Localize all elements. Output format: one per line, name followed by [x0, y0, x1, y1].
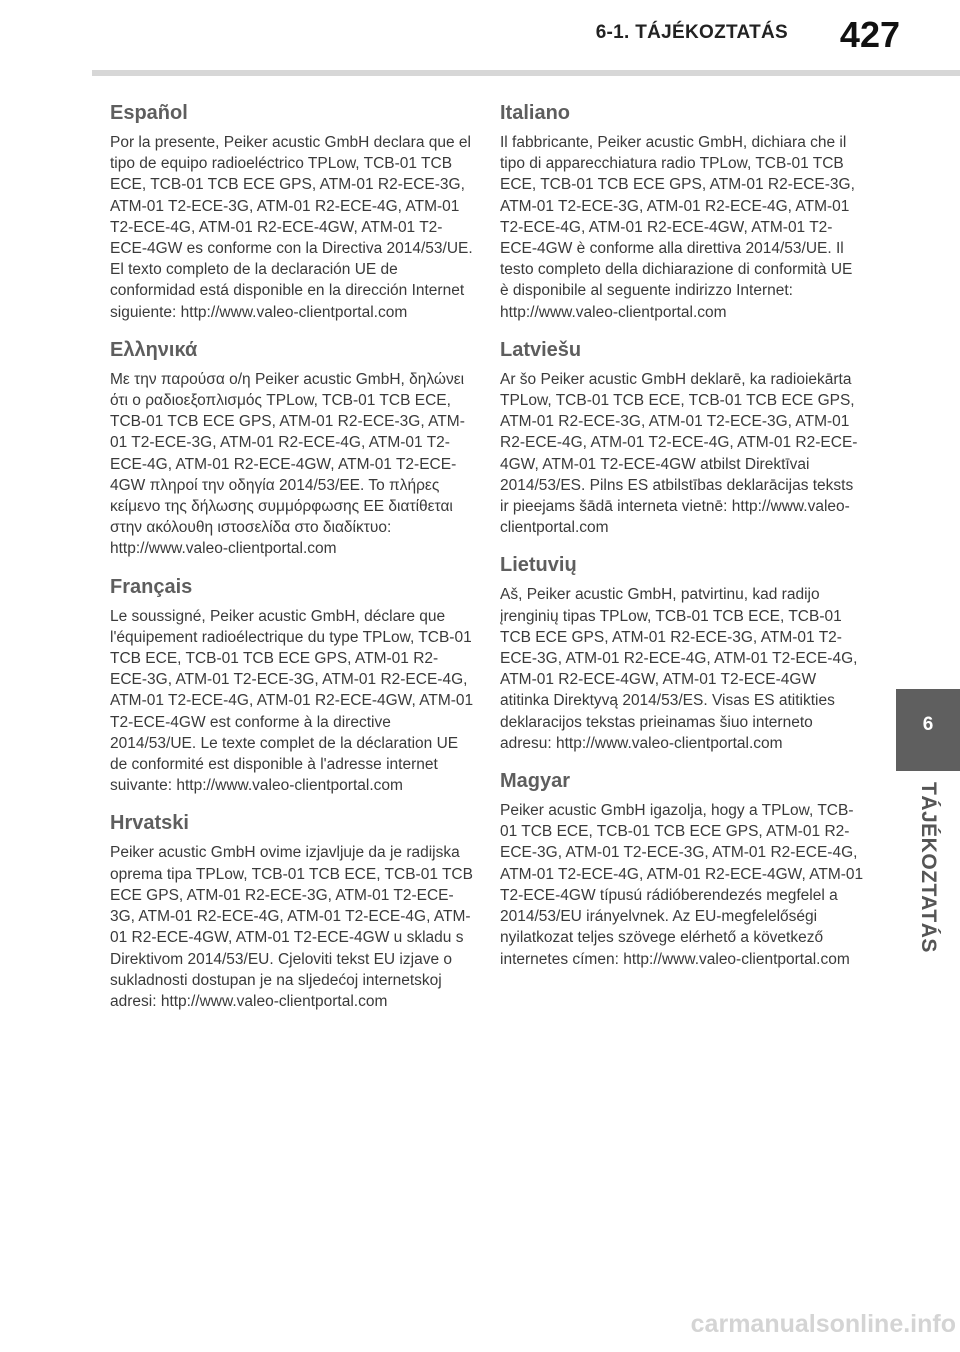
section-body: Peiker acustic GmbH ovime izjavljuje da je radijska oprema tipa TPLow, TCB-01 TCB ECE, TCB-01 TCB ECE GPS, ATM-01 R2-ECE-3G, ATM-01 T2-ECE-3G, ATM-01 R2-ECE-4G, ATM-01 T2-ECE-4G, ATM-01 R2-ECE-4GW, ATM-01 T2-ECE-4GW u skladu s Direktivom 2014/53/EU. Cjeloviti tekst EU izjave o sukladnosti dostupan je na sljedećoj internetskoj adresi: http://www.valeo-clientportal.com — [110, 844, 473, 1010]
section-magyar — [500, 768, 865, 970]
left-column — [110, 100, 475, 1026]
section-body: Peiker acustic GmbH igazolja, hogy a TPLow, TCB-01 TCB ECE, TCB-01 TCB ECE GPS, ATM-01 R2-ECE-3G, ATM-01 T2-ECE-3G, ATM-01 R2-ECE-4G, ATM-01 T2-ECE-4G, ATM-01 R2-ECE-4GW, ATM-01 T2-ECE-4GW típusú rádióberendezés megfelel a 2014/53/EU irányelvnek. Az EU-megfelelőségi nyilatkozat teljes szövege elérhető a következő internetes címen: http://www.valeo-clientportal.com — [500, 802, 864, 968]
section-francais — [110, 574, 475, 797]
section-body: Il fabbricante, Peiker acustic GmbH, dichiara che il tipo di apparecchiatura radio TPLow, TCB-01 TCB ECE, TCB-01 TCB ECE GPS, ATM-01 R2-ECE-3G, ATM-01 T2-ECE-3G, ATM-01 R2-ECE-4G, ATM-01 T2-ECE-4G, ATM-01 R2-ECE-4GW, ATM-01 T2-ECE-4GW è conforme alla direttiva 2014/53/UE. Il testo completo della dichiarazione di conformità UE è disponibile al seguente indirizzo Internet: http://www.valeo-clientportal.com — [500, 134, 855, 321]
section-heading: Italiano — [500, 102, 571, 124]
section-lietuviu — [500, 552, 865, 754]
section-heading: Latviešu — [500, 338, 582, 361]
chapter-side-label-wrap — [896, 782, 960, 962]
section-hrvatski — [110, 810, 475, 1012]
chapter-title: 6-1. TÁJÉKOZTATÁS — [595, 22, 788, 43]
section-heading: Lietuvių — [500, 554, 577, 577]
section-italiano — [500, 100, 865, 323]
chapter-side-label: TÁJÉKOZTATÁS — [917, 782, 940, 953]
page-number: 427 — [839, 14, 900, 55]
section-heading: Magyar — [500, 770, 571, 793]
section-ellinika — [110, 337, 475, 560]
section-heading: Français — [110, 575, 193, 598]
header-divider — [92, 70, 960, 76]
section-heading: Español — [110, 102, 188, 124]
section-heading: Hrvatski — [110, 812, 189, 835]
section-body: Por la presente, Peiker acustic GmbH declara que el tipo de equipo radioeléctrico TPLow, TCB-01 TCB ECE, TCB-01 TCB ECE GPS, ATM-01 R2-ECE-3G, ATM-01 T2-ECE-3G, ATM-01 R2-ECE-4G, ATM-01 T2-ECE-4G, ATM-01 R2-ECE-4GW, ATM-01 T2-ECE-4GW es conforme con la Directiva 2014/53/UE. El texto completo de la declaración UE de conformidad está disponible en la dirección Internet siguiente: http://www.valeo-clientportal.com — [110, 134, 473, 321]
section-body: Με την παρούσα ο/η Peiker acustic GmbH, δηλώνει ότι ο ραδιοεξοπλισμός TPLow, TCB-01 TCB ECE, TCB-01 TCB ECE GPS, ATM-01 R2-ECE-3G, ATM-01 T2-ECE-3G, ATM-01 R2-ECE-4G, ATM-01 T2-ECE-4G, ATM-01 R2-ECE-4GW, ATM-01 T2-ECE-4GW πληροί την οδηγία 2014/53/ΕΕ. Το πλήρες κείμενο της δήλωσης συμμόρφωσης ΕΕ διατίθεται στην ακόλουθη ιστοσελίδα στο διαδίκτυο: http://www.valeo-clientportal.com — [110, 370, 465, 558]
section-espanol — [110, 100, 475, 323]
section-latviesu — [500, 337, 865, 539]
section-heading: Ελληνικά — [110, 338, 198, 361]
chapter-tab-number: 6 — [922, 714, 934, 735]
section-body: Ar šo Peiker acustic GmbH deklarē, ka radioiekārta TPLow, TCB-01 TCB ECE, TCB-01 TCB ECE GPS, ATM-01 R2-ECE-3G, ATM-01 T2-ECE-3G, ATM-01 R2-ECE-4G, ATM-01 T2-ECE-4G, ATM-01 R2-ECE-4GW, ATM-01 T2-ECE-4GW atbilst Direktīvai 2014/53/ES. Pilns ES atbilstības deklarācijas teksts ir pieejams šādā interneta vietnē: http://www.valeo-clientportal.com — [500, 370, 858, 537]
section-body: Aš, Peiker acustic GmbH, patvirtinu, kad radijo įrenginių tipas TPLow, TCB-01 TCB ECE, TCB-01 TCB ECE GPS, ATM-01 R2-ECE-3G, ATM-01 T2-ECE-3G, ATM-01 R2-ECE-4G, ATM-01 T2-ECE-4G, ATM-01 R2-ECE-4GW, ATM-01 T2-ECE-4GW atitinka Direktyvą 2014/53/ES. Visas ES atitikties deklaracijos tekstas prieinamas šiuo interneto adresu: http://www.valeo-clientportal.com — [500, 586, 858, 752]
watermark: carmanualsonline.info — [690, 1310, 956, 1338]
right-column — [500, 100, 865, 984]
section-body: Le soussigné, Peiker acustic GmbH, déclare que l'équipement radioélectrique du type TPLow, TCB-01 TCB ECE, TCB-01 TCB ECE GPS, ATM-01 R2-ECE-3G, ATM-01 T2-ECE-3G, ATM-01 R2-ECE-4G, ATM-01 T2-ECE-4G, ATM-01 R2-ECE-4GW, ATM-01 T2-ECE-4GW est conforme à la directive 2014/53/UE. Le texte complet de la déclaration UE de conformité est disponible à l'adresse internet suivante: http://www.valeo-clientportal.com — [110, 607, 474, 795]
